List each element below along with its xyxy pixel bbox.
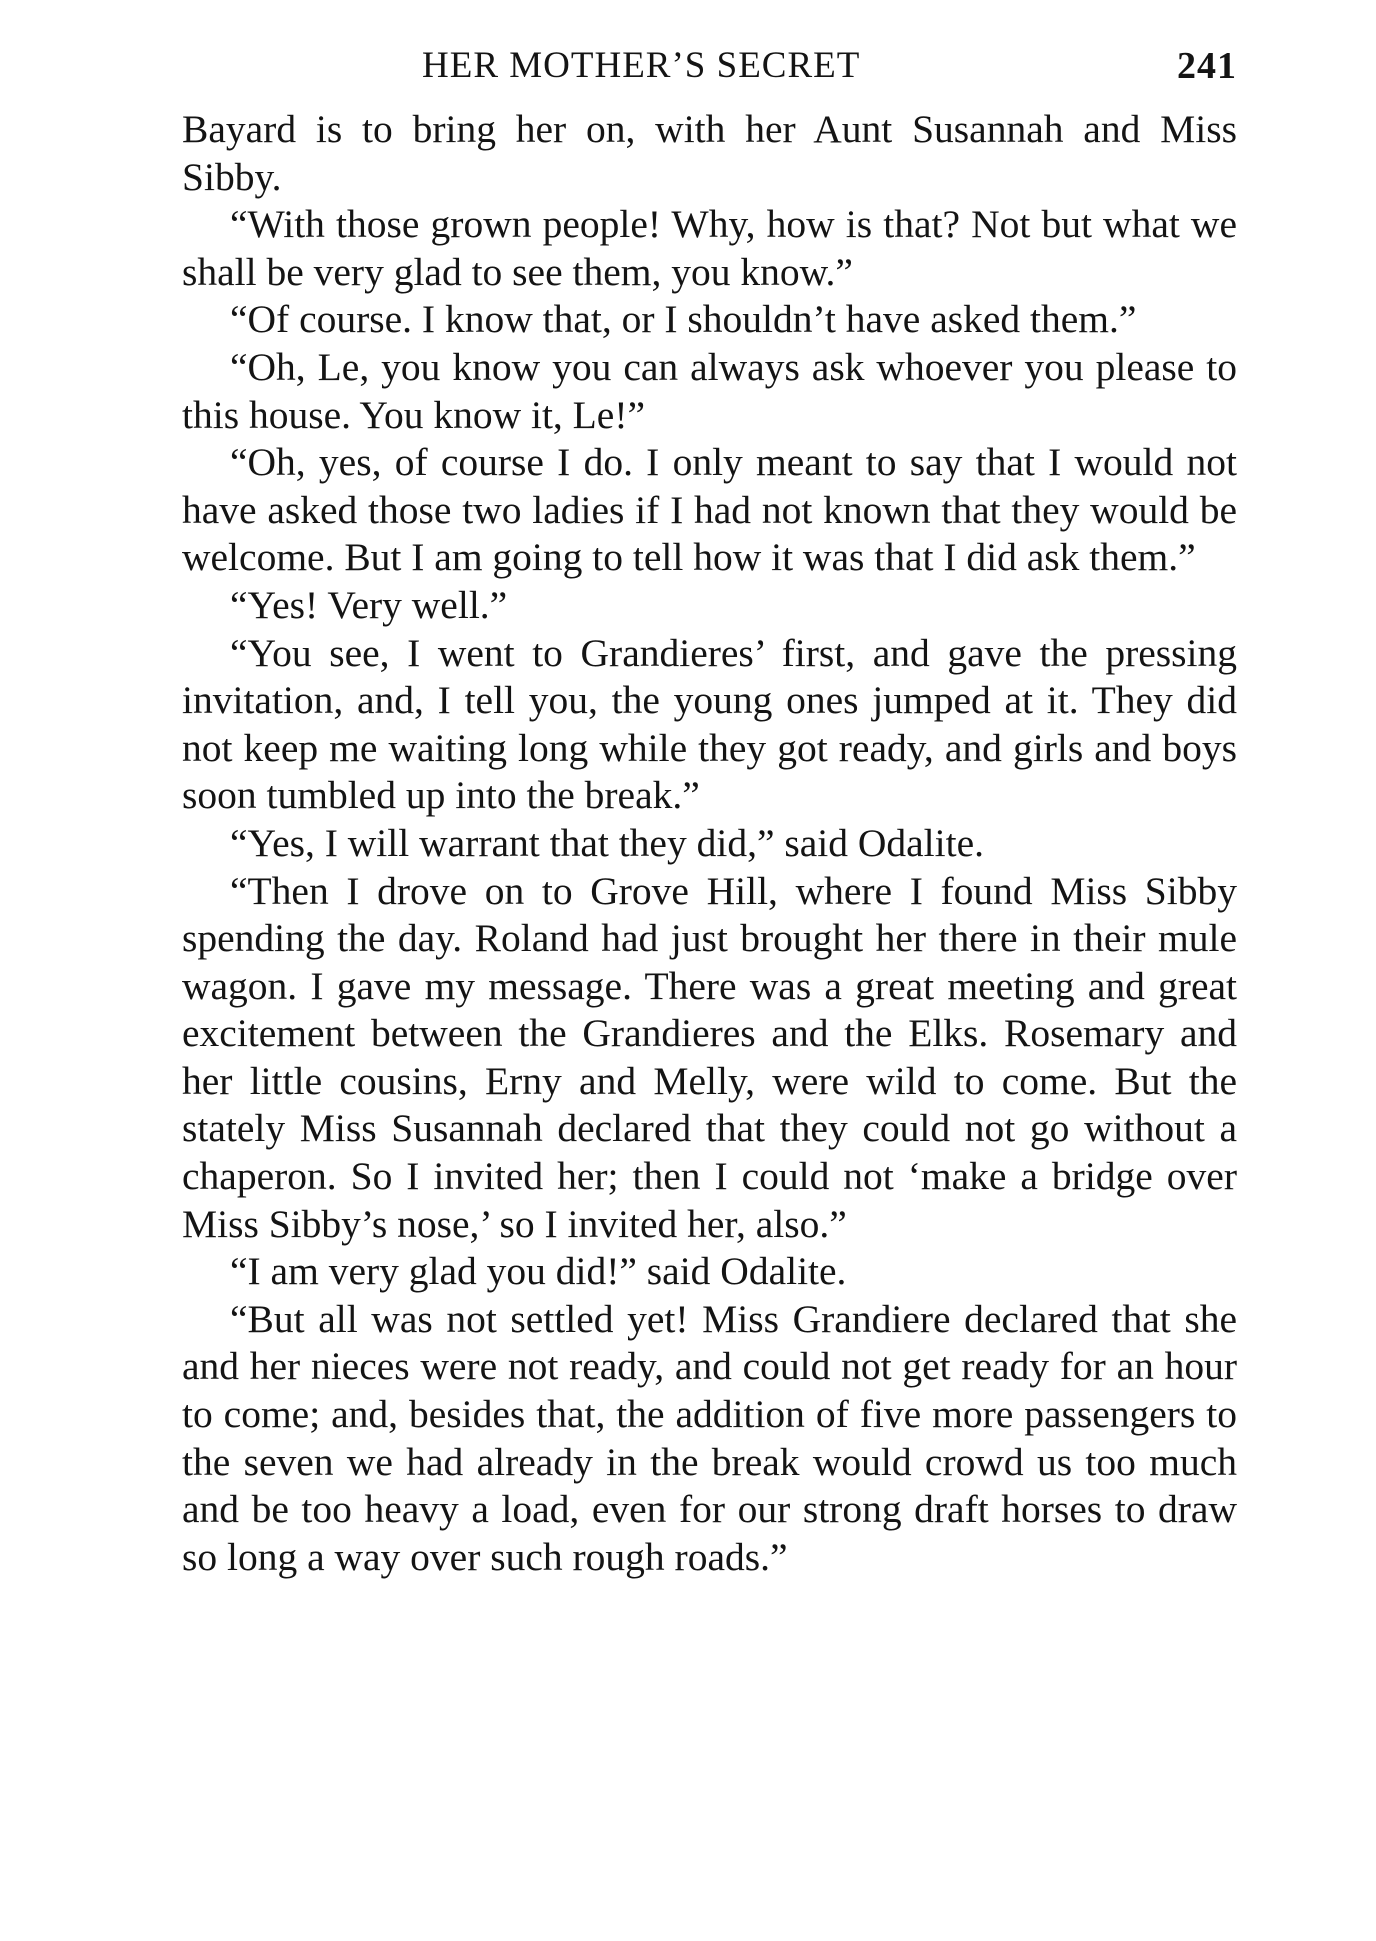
paragraph: Bayard is to bring her on, with her Aunt Susannah and Miss Sibby. bbox=[182, 107, 1237, 199]
running-title: HER MOTHER’S SECRET bbox=[422, 45, 861, 86]
paragraph: “Yes, I will warrant that they did,” said Odalite. bbox=[230, 820, 984, 865]
paragraph: “Oh, yes, of course I do. I only meant to say that I would not have asked those two ladies if I had not known that they would be welcome. But I am going to tell how it was that I did ask them.” bbox=[182, 440, 1237, 580]
body-text bbox=[182, 106, 1237, 1581]
paragraph: “With those grown people! Why, how is that? Not but what we shall be very glad to see them, you know.” bbox=[182, 202, 1237, 294]
running-header bbox=[182, 40, 1237, 104]
paragraph: “Then I drove on to Grove Hill, where I found Miss Sibby spending the day. Roland had just brought her there in their mule wagon. I gave my message. There was a great meeting and great excitement between the Grandieres and the Elks. Rosemary and her little cousins, Erny and Melly, were wild to come. But the stately Miss Susannah declared that they could not go without a chaperon. So I invited her; then I could not ‘make a bridge over Miss Sibby’s nose,’ so I invited her, also.” bbox=[182, 868, 1237, 1246]
paragraph: “But all was not settled yet! Miss Grandiere declared that she and her nieces were not ready, and could not get ready for an hour to come; and, besides that, the addition of five more passengers to the seven we had already in the break would crowd us too much and be too heavy a load, even for our strong draft horses to draw so long a way over such rough roads.” bbox=[182, 1296, 1237, 1579]
paragraph: “Of course. I know that, or I shouldn’t have asked them.” bbox=[230, 297, 1137, 342]
page-number: 241 bbox=[1177, 45, 1237, 87]
paragraph: “Oh, Le, you know you can always ask whoever you please to this house. You know it, Le!” bbox=[182, 344, 1237, 437]
book-page bbox=[182, 40, 1237, 1581]
paragraph: “You see, I went to Grandieres’ first, and gave the pressing invitation, and, I tell you, the young ones jumped at it. They did not keep me waiting long while they got ready, and girls and boys soon tumbled up into the break.” bbox=[182, 630, 1237, 818]
paragraph: “Yes! Very well.” bbox=[230, 582, 508, 627]
paragraph: “I am very glad you did!” said Odalite. bbox=[230, 1249, 847, 1294]
